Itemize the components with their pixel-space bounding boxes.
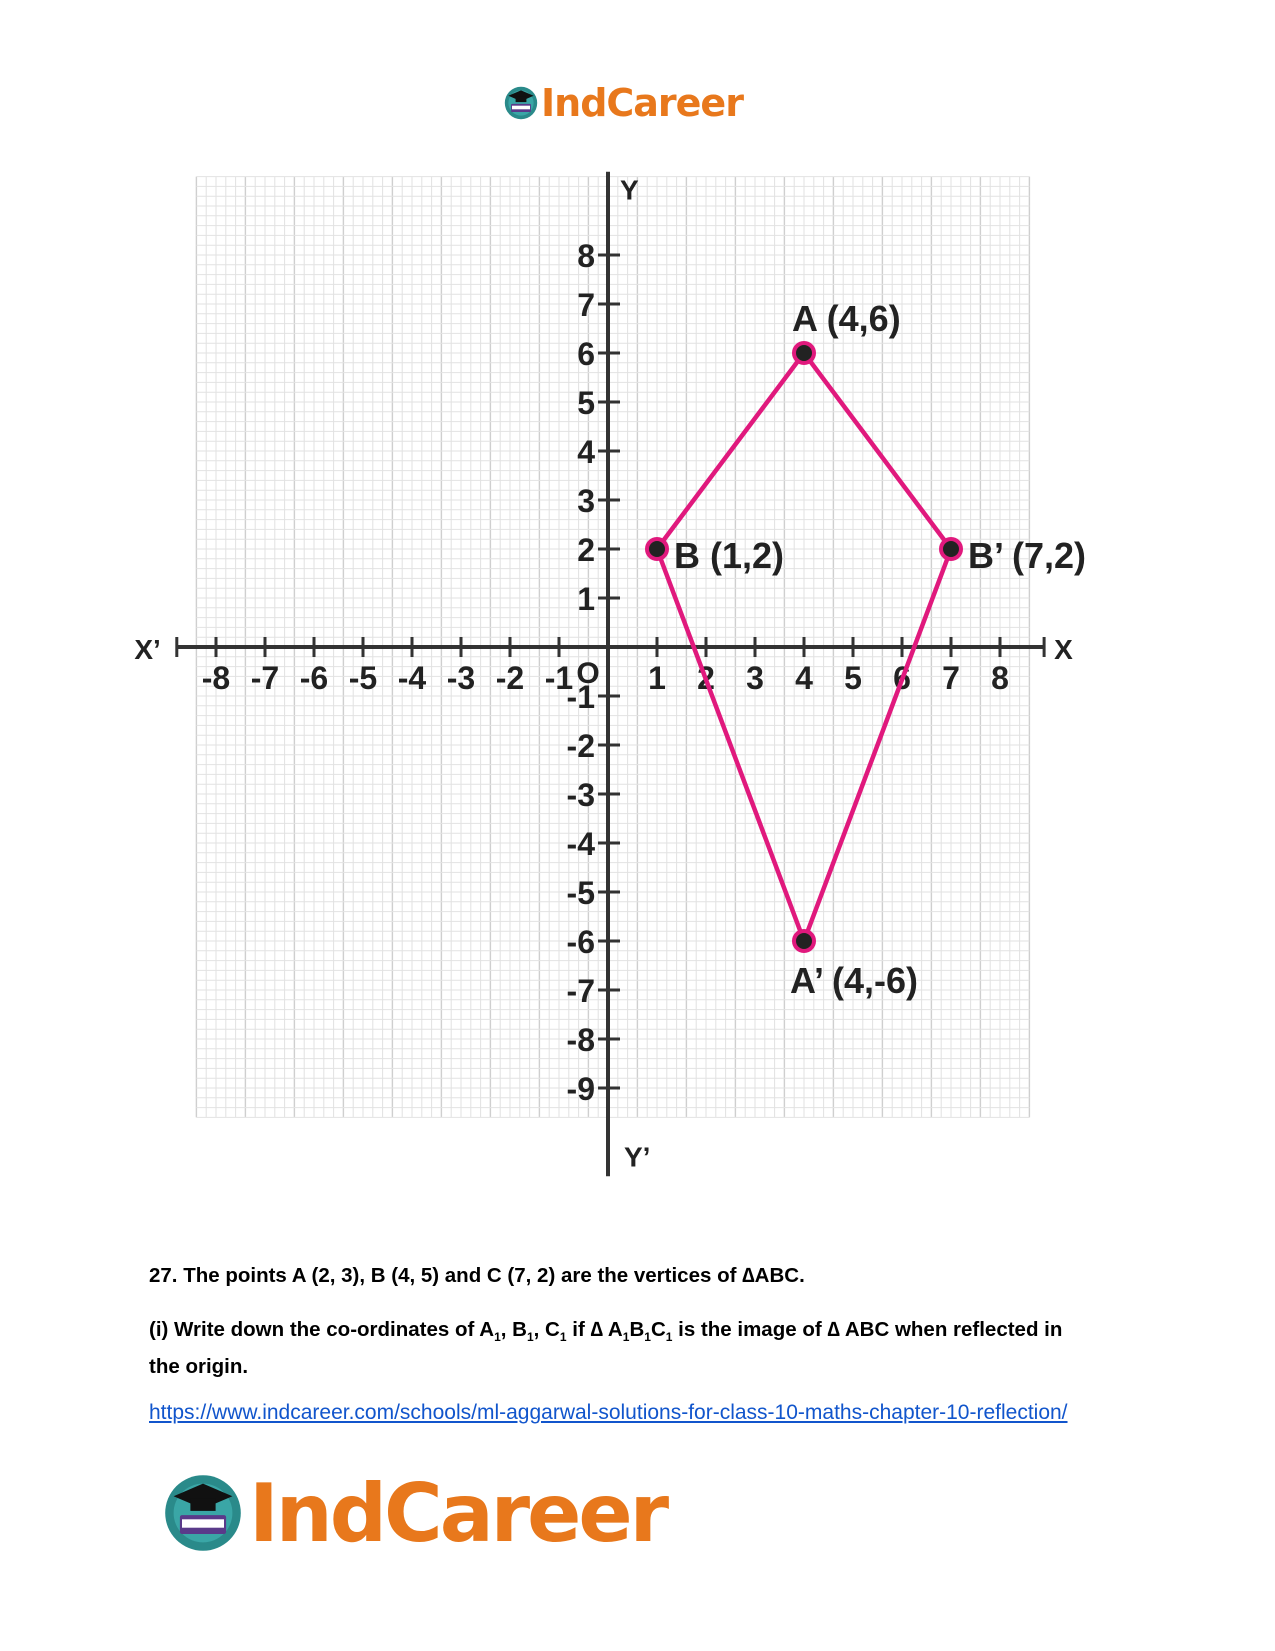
- y-tick-label: 6: [577, 336, 595, 372]
- y-axis-label: Y: [620, 174, 639, 206]
- graduation-cap-book-globe-icon: [503, 85, 539, 121]
- x-tick-label: -3: [446, 660, 476, 696]
- point-a: [794, 343, 814, 363]
- y-tick-label: -2: [566, 728, 595, 764]
- y-tick-label: 7: [577, 287, 595, 323]
- point-label: A (4,6): [792, 298, 901, 339]
- y-tick-label: 4: [577, 434, 595, 470]
- y-tick-label: -3: [566, 777, 595, 813]
- y-axis-neg-label: Y’: [624, 1141, 651, 1173]
- x-tick-label: -4: [397, 660, 427, 696]
- point-label: B (1,2): [674, 535, 785, 576]
- y-tick-label: -5: [566, 875, 595, 911]
- coordinate-graph: [134, 174, 1087, 1175]
- brand-wordmark: IndCareer: [249, 1466, 667, 1560]
- source-link[interactable]: https://www.indcareer.com/schools/ml-aggarwal-solutions-for-class-10-maths-chapter-10-reflection/: [149, 1401, 1068, 1424]
- brand-logo-top: [503, 78, 743, 128]
- y-tick-label: -4: [566, 826, 595, 862]
- point-label: A’ (4,-6): [790, 960, 919, 1001]
- x-axis-neg-label: X’: [134, 634, 161, 665]
- x-tick-label: 6: [893, 660, 911, 696]
- x-tick-label: 1: [648, 660, 666, 696]
- x-tick-label: 4: [795, 660, 813, 696]
- point-b-prime: [941, 539, 961, 559]
- y-tick-label: 5: [577, 385, 595, 421]
- x-tick-label: 3: [746, 660, 764, 696]
- y-tick-label: -9: [566, 1071, 595, 1107]
- graduation-cap-book-globe-icon: [161, 1471, 245, 1555]
- origin-label: O: [576, 657, 600, 690]
- brand-logo-bottom: [161, 1468, 666, 1558]
- x-tick-label: -6: [299, 660, 329, 696]
- x-tick-label: 2: [697, 660, 715, 696]
- question-27: 27. The points A (2, 3), B (4, 5) and C (7, 2) are the vertices of ∆ABC.: [149, 1264, 805, 1287]
- point-label: B’ (7,2): [968, 535, 1087, 576]
- x-tick-label: 7: [942, 660, 960, 696]
- x-tick-label: -8: [201, 660, 231, 696]
- brand-wordmark: IndCareer: [541, 81, 743, 125]
- y-tick-label: 1: [577, 581, 595, 617]
- y-tick-label: -6: [566, 924, 595, 960]
- point-b: [647, 539, 667, 559]
- y-tick-label: 3: [577, 483, 595, 519]
- y-tick-label: -7: [566, 973, 595, 1009]
- x-tick-label: -7: [250, 660, 280, 696]
- x-tick-label: 5: [844, 660, 862, 696]
- x-axis-label: X: [1054, 634, 1073, 665]
- x-tick-label: -1: [544, 660, 574, 696]
- y-tick-label: 2: [577, 532, 595, 568]
- x-tick-label: -2: [495, 660, 525, 696]
- x-tick-label: -5: [348, 660, 378, 696]
- point-a-prime: [794, 931, 814, 951]
- y-tick-label: -8: [566, 1022, 595, 1058]
- y-tick-label: 8: [577, 238, 595, 274]
- question-part-i: (i) Write down the co-ordinates of $A_1$, $B_1$, $C_1$ if ∆ $A_1B_1C_1$ is the image of ∆ ABC when reflected in the origin.: [149, 1318, 1063, 1379]
- y-tick-label: -1: [566, 679, 595, 715]
- x-tick-label: 8: [991, 660, 1009, 696]
